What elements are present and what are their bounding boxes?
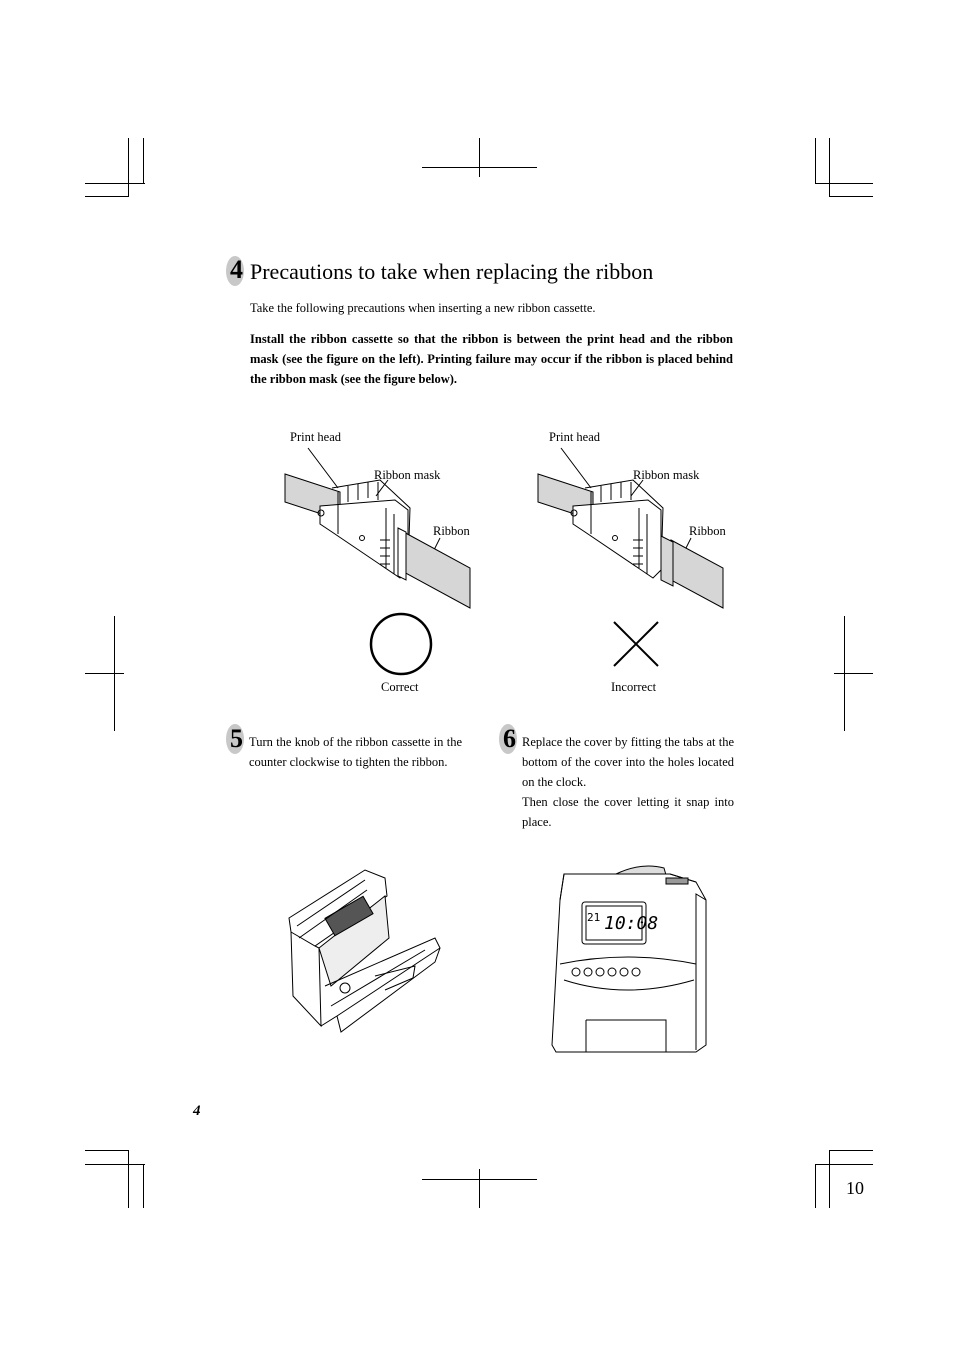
step6-number: 6 [503, 724, 516, 753]
ribbon-mask-label: Ribbon mask [633, 468, 700, 482]
step6-text-line2: Then close the cover letting it snap into place. [522, 795, 734, 829]
chapter-page-number: 4 [193, 1103, 201, 1119]
step5-text: Turn the knob of the ribbon cassette in the counter clockwise to tighten the ribbon. [249, 735, 462, 769]
ribbon-mask-label: Ribbon mask [374, 468, 441, 482]
clock-display [587, 912, 600, 924]
open-time-clock-illustration [285, 866, 445, 1036]
instruction-text: Install the ribbon cassette so that the ribbon is between the print head and the ribbon mask (see the figure on the left). Printing failure may occur if the ribbon is placed behind the ribbon mask (see the figure below). [250, 332, 733, 386]
page-title: Precautions to take when replacing the ribbon [250, 259, 654, 284]
closed-time-clock-illustration [546, 860, 716, 1060]
section-number: 4 [230, 255, 243, 284]
print-head-label: Print head [549, 430, 601, 444]
cross-icon [612, 620, 660, 668]
step5-number: 5 [230, 724, 243, 753]
ribbon-label: Ribbon [433, 524, 470, 538]
print-head-label: Print head [290, 430, 342, 444]
print-head-illustration-incorrect [533, 440, 733, 610]
correct-label: Correct [381, 680, 419, 694]
clock-time: 10:08 [604, 913, 659, 934]
incorrect-label: Incorrect [611, 680, 657, 694]
print-head-illustration-correct [280, 440, 480, 610]
clock-date: 21 [587, 911, 601, 924]
step6-text-line1: Replace the cover by fitting the tabs at the bottom of the cover into the holes located on the clock. [522, 735, 734, 789]
step6-text [522, 732, 734, 832]
intro-text: Take the following precautions when inserting a new ribbon cassette. [250, 301, 596, 315]
ribbon-label: Ribbon [689, 524, 726, 538]
circle-icon [369, 612, 433, 676]
sheet-number: 10 [846, 1178, 864, 1198]
